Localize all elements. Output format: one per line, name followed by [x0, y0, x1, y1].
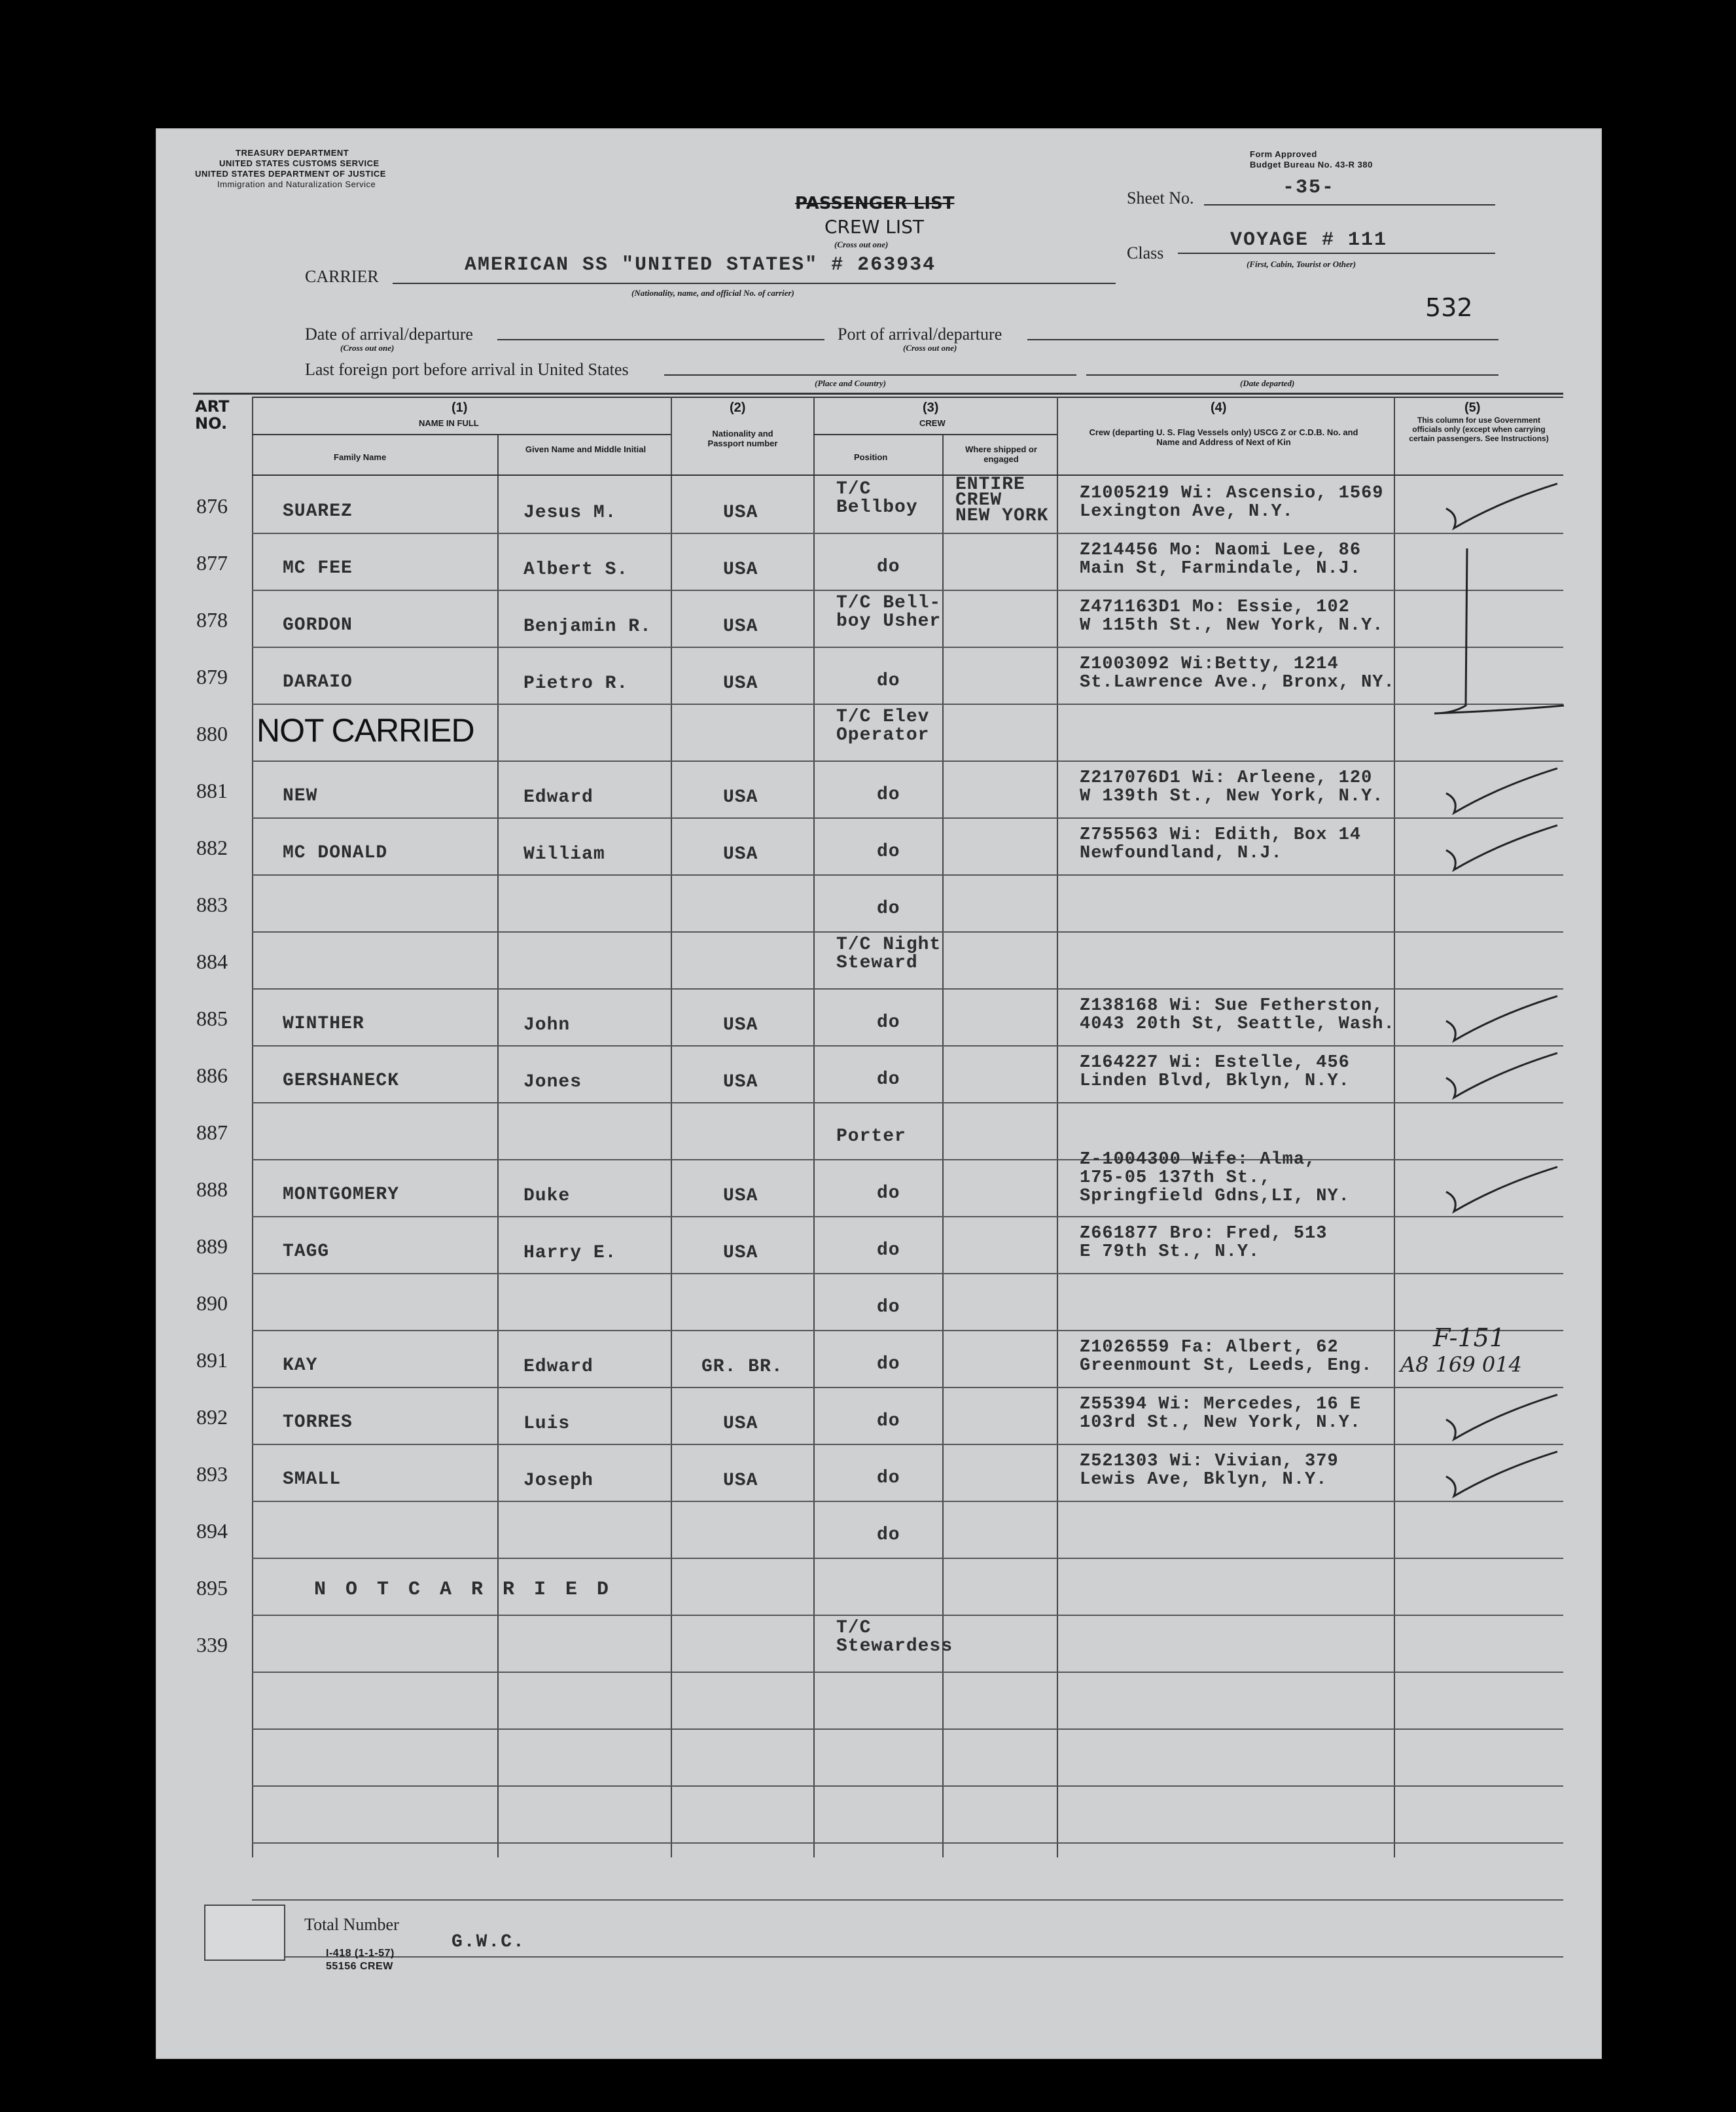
nationality: USA — [723, 673, 758, 694]
total-number-label: Total Number — [304, 1915, 399, 1934]
given-name: Harry E. — [523, 1243, 617, 1263]
table-top-border — [193, 393, 1563, 395]
art-no: 876 — [196, 494, 228, 518]
next-of-kin: W 139th St., New York, N.Y. — [1080, 787, 1384, 806]
row-divider — [252, 1045, 1563, 1047]
position: do — [877, 671, 900, 691]
col-line-nat — [813, 397, 815, 1857]
next-of-kin: Z138168 Wi: Sue Fetherston, — [1080, 996, 1384, 1016]
art-no: 882 — [196, 836, 228, 859]
table-top-border-2 — [252, 397, 1563, 398]
next-of-kin: Z661877 Bro: Fred, 513 — [1080, 1224, 1328, 1244]
position: Steward — [836, 953, 918, 973]
col3-num: (3) — [923, 401, 939, 415]
shipped-line-1: ENTIRE — [955, 474, 1025, 495]
given-name: Jones — [523, 1072, 582, 1092]
nationality: USA — [723, 1072, 758, 1092]
art-no-header: ART NO. — [195, 397, 230, 433]
given-name: Albert S. — [523, 560, 629, 580]
position: do — [877, 1354, 900, 1374]
row-divider — [252, 1785, 1563, 1787]
col2-num: (2) — [730, 401, 746, 415]
family-name: TAGG — [283, 1242, 330, 1262]
col5-title: This column for use Government officials only (except when carrying certain passengers. See Instructions) — [1409, 416, 1549, 443]
agency-line-2: UNITED STATES CUSTOMS SERVICE — [219, 158, 380, 168]
nationality: GR. BR. — [701, 1357, 783, 1377]
row-divider — [252, 1728, 1563, 1730]
next-of-kin: 103rd St., New York, N.Y. — [1080, 1413, 1362, 1433]
given-name: Luis — [523, 1414, 571, 1434]
given-name: Edward — [523, 1357, 593, 1377]
initials: G.W.C. — [452, 1932, 525, 1952]
position: Bellboy — [836, 497, 918, 518]
family-name: MC DONALD — [283, 843, 388, 863]
family-name: TORRES — [283, 1412, 353, 1433]
carrier-label: CARRIER — [305, 267, 379, 286]
next-of-kin: Z1003092 Wi:Betty, 1214 — [1080, 654, 1339, 674]
next-of-kin: Lewis Ave, Bklyn, N.Y. — [1080, 1470, 1328, 1490]
position-header: Position — [854, 452, 888, 462]
total-number-box — [204, 1905, 285, 1961]
art-no: 887 — [196, 1120, 228, 1144]
art-no: 879 — [196, 665, 228, 689]
art-no: 890 — [196, 1291, 228, 1315]
position: do — [877, 899, 900, 919]
next-of-kin: Z217076D1 Wi: Arleene, 120 — [1080, 768, 1373, 788]
col4-num: (4) — [1211, 401, 1227, 415]
next-of-kin: Z55394 Wi: Mercedes, 16 E — [1080, 1395, 1362, 1414]
budget-bureau: Budget Bureau No. 43-R 380 — [1250, 160, 1373, 170]
art-no: 880 — [196, 722, 228, 745]
shipped-line-3: NEW YORK — [955, 506, 1049, 526]
row-divider — [252, 1558, 1563, 1559]
check-mark-icon — [1440, 1393, 1570, 1446]
carrier-hint: (Nationality, name, and official No. of carrier) — [631, 288, 794, 298]
next-of-kin: St.Lawrence Ave., Bronx, NY. — [1080, 673, 1395, 692]
family-name: DARAIO — [283, 672, 353, 692]
art-no: 339 — [196, 1633, 228, 1656]
position: T/C — [836, 479, 872, 499]
form-crew: 55156 CREW — [326, 1961, 393, 1972]
given-name: Benjamin R. — [523, 617, 652, 637]
position: do — [877, 1411, 900, 1431]
col-line-shipped — [1057, 397, 1058, 1857]
carrier-value: AMERICAN SS "UNITED STATES" # 263934 — [465, 254, 936, 276]
next-of-kin: Main St, Farmindale, N.J. — [1080, 559, 1362, 579]
art-no: 894 — [196, 1519, 228, 1543]
form-approved: Form Approved — [1250, 149, 1317, 159]
art-no: 881 — [196, 779, 228, 802]
position: do — [877, 1468, 900, 1488]
row-divider — [252, 1330, 1563, 1331]
art-no: 893 — [196, 1462, 228, 1486]
col-line-given — [671, 397, 672, 1857]
class-hint: (First, Cabin, Tourist or Other) — [1247, 259, 1356, 269]
carrier-underline — [393, 283, 1116, 284]
row-divider — [252, 988, 1563, 990]
row-divider — [252, 874, 1563, 876]
art-no: 883 — [196, 893, 228, 916]
position: do — [877, 1240, 900, 1261]
next-of-kin: Newfoundland, N.J. — [1080, 844, 1283, 863]
given-name: John — [523, 1015, 571, 1035]
given-name: Duke — [523, 1186, 571, 1206]
next-of-kin: Linden Blvd, Bklyn, N.Y. — [1080, 1071, 1350, 1091]
next-of-kin: Z1005219 Wi: Ascensio, 1569 — [1080, 484, 1384, 503]
nationality: USA — [723, 1471, 758, 1491]
given-name-header: Given Name and Middle Initial — [525, 444, 647, 454]
col1-subline — [252, 434, 671, 435]
art-no: 892 — [196, 1405, 228, 1429]
date-departed-hint: (Date departed) — [1240, 378, 1295, 388]
next-of-kin: Z1026559 Fa: Albert, 62 — [1080, 1338, 1339, 1357]
art-no: 885 — [196, 1007, 228, 1030]
position: Stewardess — [836, 1636, 953, 1656]
given-name: William — [523, 844, 605, 865]
next-of-kin: Springfield Gdns,LI, NY. — [1080, 1187, 1350, 1206]
last-port-label: Last foreign port before arrival in United States — [305, 360, 629, 379]
next-of-kin: 4043 20th St, Seattle, Wash. — [1080, 1014, 1395, 1034]
col5-num: (5) — [1464, 401, 1481, 415]
position: do — [877, 557, 900, 577]
family-name: NEW — [283, 786, 318, 806]
art-no: 891 — [196, 1348, 228, 1372]
row-divider — [252, 1956, 1563, 1958]
position: do — [877, 1012, 900, 1033]
next-of-kin: W 115th St., New York, N.Y. — [1080, 616, 1384, 635]
col3-title: CREW — [919, 418, 946, 428]
last-port-underline — [664, 374, 1076, 376]
row-divider — [252, 1159, 1563, 1160]
col2-title: Nationality and Passport number — [707, 429, 778, 448]
next-of-kin: Z755563 Wi: Edith, Box 14 — [1080, 825, 1362, 845]
position: do — [877, 842, 900, 862]
port-underline — [1027, 339, 1498, 340]
agency-line-1: TREASURY DEPARTMENT — [236, 148, 349, 158]
nationality: USA — [723, 1015, 758, 1035]
not-carried-stamp: NOT CARRIED — [257, 712, 474, 749]
position: T/C Elev — [836, 707, 930, 727]
class-value: VOYAGE # 111 — [1230, 229, 1388, 251]
position: do — [877, 1297, 900, 1317]
position: do — [877, 785, 900, 805]
art-no: 877 — [196, 551, 228, 575]
family-name: GORDON — [283, 615, 353, 635]
family-name-header: Family Name — [334, 452, 387, 462]
row-divider — [252, 931, 1563, 933]
art-no: 888 — [196, 1177, 228, 1201]
class-underline — [1178, 253, 1495, 254]
position: Operator — [836, 725, 930, 745]
port-label: Port of arrival/departure — [838, 325, 1002, 344]
family-name: SUAREZ — [283, 501, 353, 522]
row-divider — [252, 1273, 1563, 1274]
next-of-kin: Z521303 Wi: Vivian, 379 — [1080, 1452, 1339, 1471]
art-no: 889 — [196, 1234, 228, 1258]
row-divider — [252, 647, 1563, 648]
family-name: MC FEE — [283, 558, 353, 579]
row-divider — [252, 1672, 1563, 1673]
annotation-891-line1: F-151 — [1433, 1323, 1506, 1352]
row-divider — [252, 1615, 1563, 1616]
next-of-kin: 175-05 137th St., — [1080, 1168, 1271, 1188]
family-name: WINTHER — [283, 1014, 364, 1034]
family-name: MONTGOMERY — [283, 1185, 400, 1205]
cross-out-hint: (Cross out one) — [834, 240, 889, 249]
row-divider — [252, 1216, 1563, 1217]
nationality: USA — [723, 844, 758, 865]
nationality: USA — [723, 787, 758, 808]
col3-subline — [813, 434, 1057, 435]
form-sheet — [156, 128, 1602, 2059]
col-line-kin — [1394, 397, 1395, 1857]
port-hint: (Cross out one) — [903, 343, 957, 353]
shipped-line-2: CREW — [955, 490, 1002, 510]
date-underline — [497, 339, 824, 340]
given-name: Edward — [523, 787, 593, 808]
family-name: SMALL — [283, 1469, 342, 1490]
sheet-value: -35- — [1283, 177, 1336, 199]
date-label: Date of arrival/departure — [305, 325, 473, 344]
row-divider — [252, 590, 1563, 591]
bracket-mark-icon — [1426, 542, 1570, 738]
check-mark-icon — [1440, 1450, 1570, 1503]
next-of-kin: Z-1004300 Wife: Alma, — [1080, 1150, 1317, 1170]
sheet-label: Sheet No. — [1127, 188, 1194, 207]
stamp-number: 532 — [1425, 293, 1473, 322]
sheet-underline — [1204, 204, 1495, 206]
nationality: USA — [723, 503, 758, 523]
family-name: GERSHANECK — [283, 1071, 400, 1091]
nationality: USA — [723, 1414, 758, 1434]
position: T/C Bell- — [836, 593, 942, 613]
given-name: Joseph — [523, 1471, 593, 1491]
crew-list-title: CREW LIST — [824, 216, 925, 238]
given-name: Pietro R. — [523, 673, 629, 694]
date-hint: (Cross out one) — [340, 343, 395, 353]
form-number: I-418 (1-1-57) — [326, 1948, 395, 1959]
row-divider — [252, 1387, 1563, 1388]
family-name: KAY — [283, 1355, 318, 1376]
date-departed-underline — [1086, 374, 1498, 376]
row-divider — [252, 1102, 1563, 1103]
given-name: Jesus M. — [523, 503, 617, 523]
position: T/C — [836, 1618, 872, 1638]
col1-title: NAME IN FULL — [419, 418, 479, 428]
next-of-kin: Z471163D1 Mo: Essie, 102 — [1080, 598, 1350, 617]
check-mark-icon — [1440, 824, 1570, 876]
next-of-kin: Z214456 Mo: Naomi Lee, 86 — [1080, 541, 1362, 560]
check-mark-icon — [1440, 1166, 1570, 1218]
nationality: USA — [723, 560, 758, 580]
header-bottom-line — [252, 474, 1563, 476]
annotation-891-line2: A8 169 014 — [1400, 1352, 1522, 1377]
position: T/C Night — [836, 935, 942, 955]
nationality: USA — [723, 1186, 758, 1206]
shipped-header: Where shipped or engaged — [965, 444, 1037, 464]
art-no: 884 — [196, 950, 228, 973]
row-divider — [252, 533, 1563, 534]
position: Porter — [836, 1126, 906, 1147]
art-no: 895 — [196, 1576, 228, 1600]
position: boy Usher — [836, 611, 942, 632]
passenger-list-title: PASSENGER LIST — [795, 194, 955, 213]
col-line-family — [497, 435, 499, 1857]
row-divider — [252, 1444, 1563, 1445]
next-of-kin: Lexington Ave, N.Y. — [1080, 502, 1294, 522]
nationality: USA — [723, 617, 758, 637]
nationality: USA — [723, 1243, 758, 1263]
class-label: Class — [1127, 243, 1164, 262]
art-no: 878 — [196, 608, 228, 632]
row-divider — [252, 1842, 1563, 1844]
col4-title: Crew (departing U. S. Flag Vessels only) USCG Z or C.D.B. No. and Name and Address of Next of Kin — [1089, 427, 1358, 447]
agency-line-3: UNITED STATES DEPARTMENT OF JUSTICE — [195, 169, 386, 179]
row-divider — [252, 704, 1563, 705]
row-divider — [252, 761, 1563, 762]
check-mark-icon — [1440, 482, 1570, 535]
col1-num: (1) — [452, 401, 468, 415]
row-divider — [252, 1501, 1563, 1502]
check-mark-icon — [1440, 1052, 1570, 1104]
check-mark-icon — [1440, 767, 1570, 819]
row-divider — [252, 817, 1563, 819]
check-mark-icon — [1440, 995, 1570, 1047]
agency-line-4: Immigration and Naturalization Service — [217, 179, 376, 189]
next-of-kin: Z164227 Wi: Estelle, 456 — [1080, 1053, 1350, 1073]
art-no: 886 — [196, 1064, 228, 1087]
col-line-art — [252, 397, 253, 1857]
position: do — [877, 1069, 900, 1090]
position: do — [877, 1183, 900, 1204]
next-of-kin: Greenmount St, Leeds, Eng. — [1080, 1356, 1373, 1376]
place-hint: (Place and Country) — [815, 378, 887, 388]
next-of-kin: E 79th St., N.Y. — [1080, 1242, 1260, 1262]
row-divider — [252, 1899, 1563, 1901]
not-carried-typed: N O T C A R R I E D — [314, 1579, 613, 1601]
position: do — [877, 1525, 900, 1545]
